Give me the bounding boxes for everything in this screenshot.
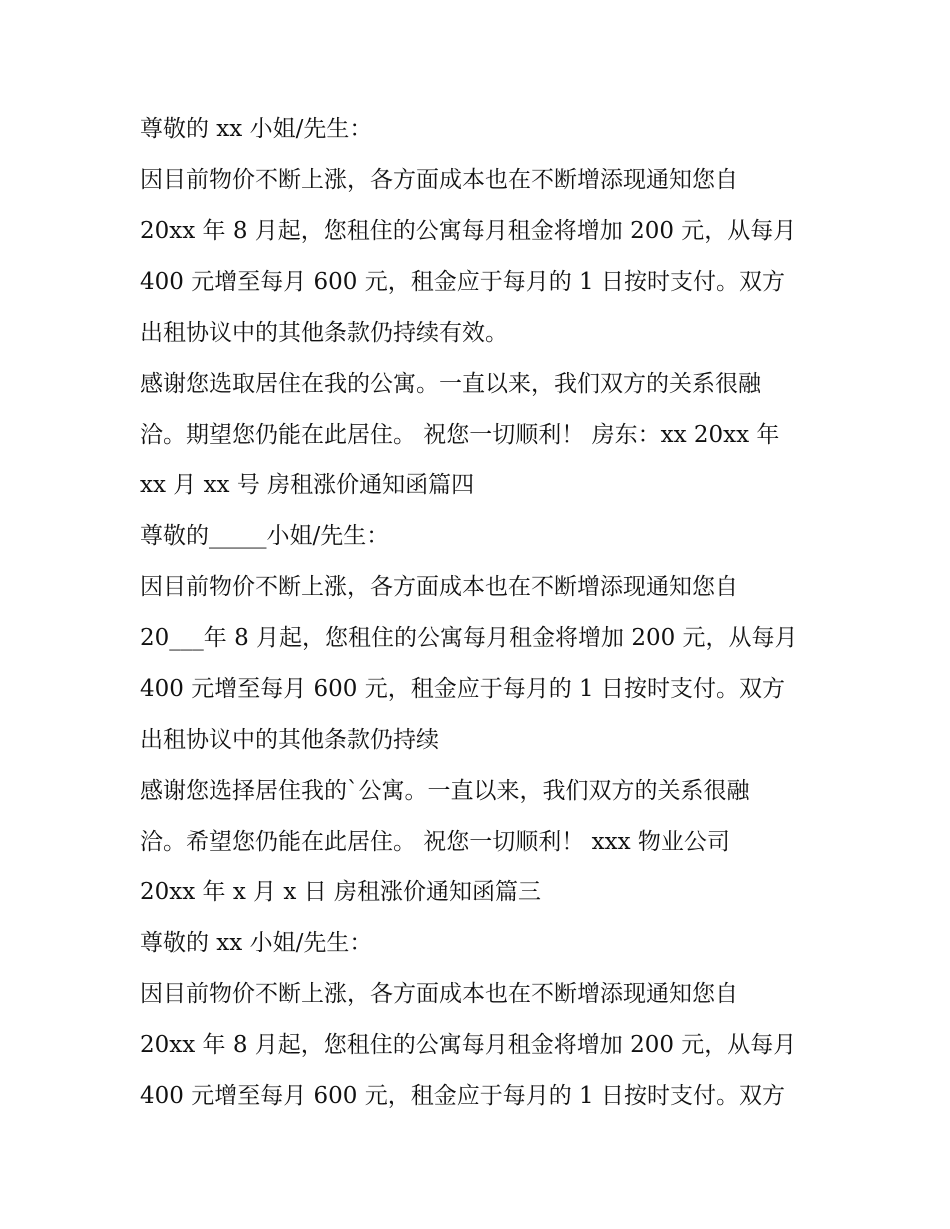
body-text-line: 出租协议中的其他条款仍持续 — [140, 727, 439, 753]
body-text-line: 20___年 8 月起，您租住的公寓每月租金将增加 200 元，从每月 — [140, 625, 798, 651]
salutation-line: 尊敬的 xx 小姐/先生： — [140, 116, 373, 142]
body-text-line: 感谢您选择居住我的`公寓。一直以来，我们双方的关系很融 — [140, 778, 750, 804]
body-text-line: 400 元增至每月 600 元，租金应于每月的 1 日按时支付。双方 — [140, 269, 785, 295]
salutation-line: 尊敬的_____小姐/先生： — [140, 523, 390, 549]
body-text-line: 因目前物价不断上涨，各方面成本也在不断增添现通知您自 — [140, 167, 738, 193]
body-text-line: 因目前物价不断上涨，各方面成本也在不断增添现通知您自 — [140, 574, 738, 600]
body-text-line: 因目前物价不断上涨，各方面成本也在不断增添现通知您自 — [140, 981, 738, 1007]
body-text-line: 20xx 年 8 月起，您租住的公寓每月租金将增加 200 元，从每月 — [140, 1032, 797, 1058]
body-text-line: 洽。期望您仍能在此居住。 祝您一切顺利！ 房东：xx 20xx 年 — [140, 422, 780, 448]
salutation-line: 尊敬的 xx 小姐/先生： — [140, 930, 373, 956]
body-text-line: 400 元增至每月 600 元，租金应于每月的 1 日按时支付。双方 — [140, 1083, 785, 1109]
section-heading-line: 20xx 年 x 月 x 日 房租涨价通知函篇三 — [140, 879, 542, 905]
body-text-line: 感谢您选取居住在我的公寓。一直以来，我们双方的关系很融 — [140, 371, 761, 397]
section-heading-line: xx 月 xx 号 房租涨价通知函篇四 — [140, 472, 475, 498]
body-text-line: 400 元增至每月 600 元，租金应于每月的 1 日按时支付。双方 — [140, 676, 785, 702]
body-text-line: 20xx 年 8 月起，您租住的公寓每月租金将增加 200 元，从每月 — [140, 218, 797, 244]
body-text-line: 洽。希望您仍能在此居住。 祝您一切顺利！ xxx 物业公司 — [140, 829, 730, 855]
body-text-line: 出租协议中的其他条款仍持续有效。 — [140, 320, 508, 346]
